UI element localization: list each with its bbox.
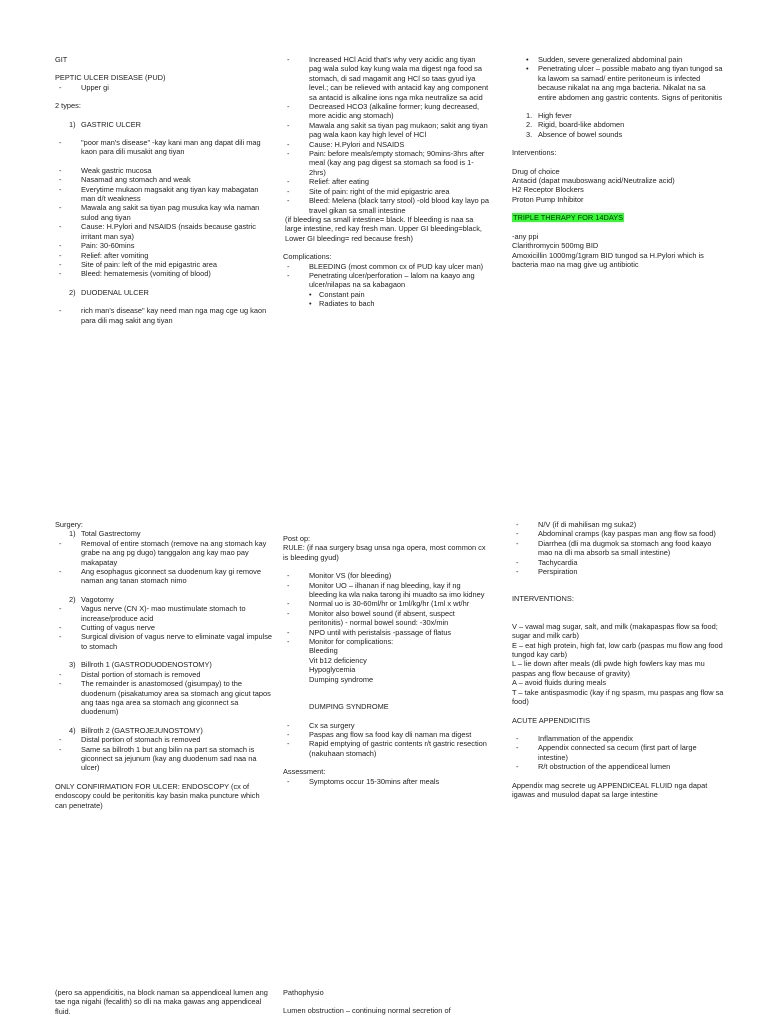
gastric-ulcer-heading: 1) GASTRIC ULCER [69, 119, 141, 129]
list-item: - Cause: H.Pylori and NSAIDS [283, 140, 489, 149]
duodenal-ulcer-list [55, 306, 273, 325]
types-label: 2 types: [55, 101, 81, 111]
list-item: - BLEEDING (most common cx of PUD kay ulcer man) [283, 262, 489, 271]
list-item: - Surgical division of vagus nerve to eliminate vagal impulse to stomach [55, 632, 273, 651]
post-op-list [283, 571, 489, 646]
column-1-bottom [55, 988, 273, 1016]
gastric-ulcer-list [55, 166, 273, 279]
list-item: - Relief: after eating [283, 177, 489, 186]
assessment-heading: Assessment: [283, 767, 326, 777]
appendicitis-heading: ACUTE APPENDICITIS [512, 715, 591, 725]
appendicitis-list [512, 734, 724, 772]
list-item: - Bleed: hematemesis (vomiting of blood) [55, 269, 273, 278]
list-item: - Vagus nerve (CN X)- mao mustimulate stomach to increase/produce acid [55, 604, 273, 623]
therapy-item: Amoxicillin 1000mg/1gram BID tungod sa H.Pylori which is bacteria mao na mag give ug antibiotic [512, 250, 704, 269]
triple-therapy-heading: TRIPLE THERAPY FOR 14DAYS [513, 213, 624, 223]
surgery-heading-4: 4) Billroth 2 (GASTROJEJUNOSTOMY) [69, 725, 203, 735]
list-item: - Mawala ang sakit sa tiyan pag mukaon; sakit ang tiyan pag wala kaon kay high level of HCl [283, 121, 489, 140]
drug-item: Antacid (dapat mauboswang acid/Neutralize acid) [512, 176, 675, 186]
complications-heading: Complications: [283, 252, 332, 262]
vela-item: T – take antispasmodic (kay if ng spasm, mu paspas ang flow sa food) [512, 687, 724, 707]
pathophysio-heading: Pathophysio [283, 988, 324, 997]
list-item: - The remainder is anastomosed (gisumpay) to the duodenum (pisakatumoy area sa stomach ang gicut tapos ang taas nga area sa stomach ang giconnect sa duodenum) [55, 679, 273, 717]
complication-item: Bleeding [309, 646, 338, 656]
list-item: - Paspas ang flow sa food kay dli naman ma digest [283, 730, 489, 739]
duodenal-ulcer-heading: 2) DUODENAL ULCER [69, 287, 149, 297]
drug-of-choice-heading: Drug of choice [512, 166, 560, 176]
surgery-list-2 [55, 604, 273, 651]
vela-item: A – avoid fluids during meals [512, 678, 607, 688]
perforation-bullets [512, 55, 724, 102]
appendiceal-fluid-note: Appendix mag secrete ug APPENDICEAL FLUID nga dapat igawas and musulod dapat sa large intestine [512, 780, 708, 799]
list-item: - Cause: H.Pylori and NSAIDS (nsaids because gastric irritant man sya) [55, 222, 273, 241]
list-item: - Ang esophagus giconnect sa duodenum kay gi remove naman ang tanan stomach nimo [55, 567, 273, 586]
list-item: - Penetrating ulcer/perforation – lalom na kaayo ang ulcer/nilapas na sa kabagaon [283, 271, 489, 290]
surgery-heading-3: 3) Billroth 1 (GASTRODUODENOSTOMY) [69, 660, 212, 670]
drug-item: Proton Pump Inhibitor [512, 194, 584, 204]
endoscopy-note: ONLY CONFIRMATION FOR ULCER: ENDOSCOPY (cx of endoscopy could be peritonitis kay basin maka puncture which can penetrate) [55, 781, 260, 810]
complication-names [283, 646, 489, 684]
section-title-git: GIT [55, 55, 68, 64]
list-item: - Perspiration [512, 567, 724, 576]
list-item: - Abdominal cramps (kay paspas man ang flow sa food) [512, 529, 724, 538]
bleeding-note: (if bleeding sa small intestine= black. If bleeding is naa sa large intestine, red kay fresh man. Upper GI bleeding=black, Lower GI bleeding= red because fresh) [285, 214, 482, 243]
interventions-heading: Interventions: [512, 148, 557, 158]
list-item: - NPO until with peristalsis -passage of flatus [283, 628, 489, 637]
list-item: 3. Absence of bowel sounds [526, 129, 623, 139]
list-item: - R/t obstruction of the appendiceal lumen [512, 762, 724, 771]
list-item: - Pain: 30-60mins [55, 241, 273, 250]
dumping-list [283, 721, 489, 759]
therapy-item: -any ppi [512, 231, 539, 241]
list-item: - Diarrhea (dli ma dugmok sa stomach ang food kaayo mao na dli ma absorb sa small intestine) [512, 539, 724, 558]
column-2-top [283, 55, 489, 309]
list-item: - Increased HCl Acid that's why very acidic ang tiyan pag wala sulod kay kung wala ma digest nga food sa stomach, di sad magamit ang HCl so taas gyud iya level.; can be relieved with antacid kay ang component sa antacid is alkaline ions nga mka neutralize sa acid [283, 55, 489, 102]
complication-item: Hypoglycemia [309, 665, 356, 675]
list-item: - Monitor also bowel sound (if absent, suspect peritonitis) - normal bowel sound: -30x/min [283, 609, 489, 628]
list-item: - Site of pain: left of the mid epigastric area [55, 260, 273, 269]
surgery-list-4 [55, 735, 273, 773]
surgery-heading-1: 1) Total Gastrectomy [69, 529, 141, 539]
list-item: 2. Rigid, board-like abdomen [526, 120, 625, 130]
perforation-signs-list [283, 290, 489, 309]
list-item: - Monitor UO – ilhanan if nag bleeding, kay if ng bleeding ka wla naka tarong ihi muadto sa imo kidney [283, 581, 489, 600]
list-item: - Nasamad ang stomach and weak [55, 175, 273, 184]
list-item: • Constant pain [283, 290, 489, 299]
surgery-heading: Surgery: [55, 520, 83, 529]
list-item: - Distal portion of stomach is removed [55, 670, 273, 679]
column-1-middle [55, 520, 273, 810]
list-item: - Mawala ang sakit sa tiyan pag musuka kay wla naman sulod ang tiyan [55, 203, 273, 222]
interventions-heading: INTERVENTIONS: [512, 594, 574, 604]
dumping-syndrome-heading: DUMPING SYNDROME [309, 702, 389, 712]
lumen-obstruction-text: Lumen obstruction – continuing normal secretion of [283, 1006, 451, 1016]
list-item: - Everytime mukaon magsakit ang tiyan kay mabagatan man d/t weakness [55, 185, 273, 204]
list-item: - Appendix connected sa cecum (first part of large intestine) [512, 743, 724, 762]
list-item: - Inflammation of the appendix [512, 734, 724, 743]
post-op-heading: Post op: [283, 534, 311, 543]
duodenal-details-list [283, 55, 489, 215]
list-item: - Removal of entire stomach (remove na ang stomach kay grabe na ang pg dugo) tanggalon ang kay mao pay makapatay [55, 539, 273, 567]
list-item: - Decreased HCO3 (alkaline former; kung decreased, more acidic ang stomach) [283, 102, 489, 121]
list-item: - Same sa billroth 1 but ang bilin na part sa stomach is giconnect sa jejunum (kay ang duodenum sad naa na ulcer) [55, 745, 273, 773]
dumping-symptoms-list [512, 520, 724, 576]
list-item: - Rapid emptying of gastric contents r/t gastric resection (nakuhaan stomach) [283, 739, 489, 758]
vela-item: L – lie down after meals (dli pwde high fowlers kay mas mu paspas ang flow because of gravity) [512, 659, 705, 678]
list-item: • Sudden, severe generalized abdominal pain [512, 55, 724, 64]
list-item: - Distal portion of stomach is removed [55, 735, 273, 744]
list-item: - Site of pain: right of the mid epigastric area [283, 187, 489, 196]
list-item: - Cx sa surgery [283, 721, 489, 730]
vela-item: E – eat high protein, high fat, low carb (paspas mu flow ang food tungod kay carb) [512, 640, 723, 660]
appendicitis-note: (pero sa appendicitis, na block naman sa appendiceal lumen ang tae nga nigahi (fecalith) so dli na maka gawas ang appendiceal fluid. [55, 988, 268, 1016]
complication-item: Dumping syndrome [309, 674, 374, 684]
list-item: 1. High fever [526, 111, 572, 121]
list-item: - Monitor for complications: [283, 637, 489, 646]
pud-title: PEPTIC ULCER DISEASE (PUD) [55, 73, 166, 83]
column-2-middle [283, 534, 489, 786]
surgery-list-1 [55, 539, 273, 586]
list-item: • Penetrating ulcer – possible mabato ang tiyan tungod sa ka lawom sa samad/ entire peritoneum is infected because nikalat na ang mga bacteria. Nikalat na sa entire abdomen ang gastric contents. Signs of peritonitis [512, 64, 724, 102]
complications-list [283, 262, 489, 290]
post-op-rule: RULE: (if naa surgery bsag unsa nga opera, most common cx is bleeding gyud) [283, 543, 486, 562]
list-item: - "poor man's disease" -kay kani man ang dapat dili mag kaon para dili musakit ang tiyan [55, 138, 273, 157]
list-item: - rich man's disease" kay need man nga mag cge ug kaon para dili mag sakit ang tiyan [55, 306, 273, 325]
complication-item: Vit b12 deficiency [309, 655, 367, 665]
vela-item: V – vawal mag sugar, salt, and milk (makapaspas flow sa food; sugar and milk carb) [512, 621, 718, 641]
assessment-list [283, 777, 489, 786]
pud-list [55, 83, 273, 92]
surgery-list-3 [55, 670, 273, 717]
drug-item: H2 Receptor Blockers [512, 185, 584, 195]
gastric-quote-list [55, 138, 273, 157]
list-item: - Cutting of vagus nerve [55, 623, 273, 632]
column-1-top [55, 55, 273, 325]
list-item: - Relief: after vomiting [55, 251, 273, 260]
column-2-bottom [283, 988, 489, 1016]
list-item: - Monitor VS (for bleeding) [283, 571, 489, 580]
peritonitis-signs-list [512, 111, 724, 139]
column-3-top [512, 55, 724, 269]
list-item: - Upper gi [55, 83, 273, 92]
list-item: - Weak gastric mucosa [55, 166, 273, 175]
list-item: - Symptoms occur 15-30mins after meals [283, 777, 489, 786]
list-item: • Radiates to bach [283, 299, 489, 308]
list-item: - Tachycardia [512, 558, 724, 567]
list-item: - Normal uo is 30-60ml/hr or 1ml/kg/hr (1ml x wt/hr [283, 599, 489, 608]
list-item: - Pain: before meals/empty stomach; 90mins-3hrs after meal (kay ang pag digest sa stomach sa food is 1-2hrs) [283, 149, 489, 177]
list-item: - N/V (if di mahilisan mg suka2) [512, 520, 724, 529]
column-3-middle [512, 520, 724, 799]
surgery-heading-2: 2) Vagotomy [69, 594, 114, 604]
list-item: - Bleed: Melena (black tarry stool) -old blood kay layo pa travel gikan sa small intestine [283, 196, 489, 215]
therapy-item: Clarithromycin 500mg BID [512, 241, 599, 251]
